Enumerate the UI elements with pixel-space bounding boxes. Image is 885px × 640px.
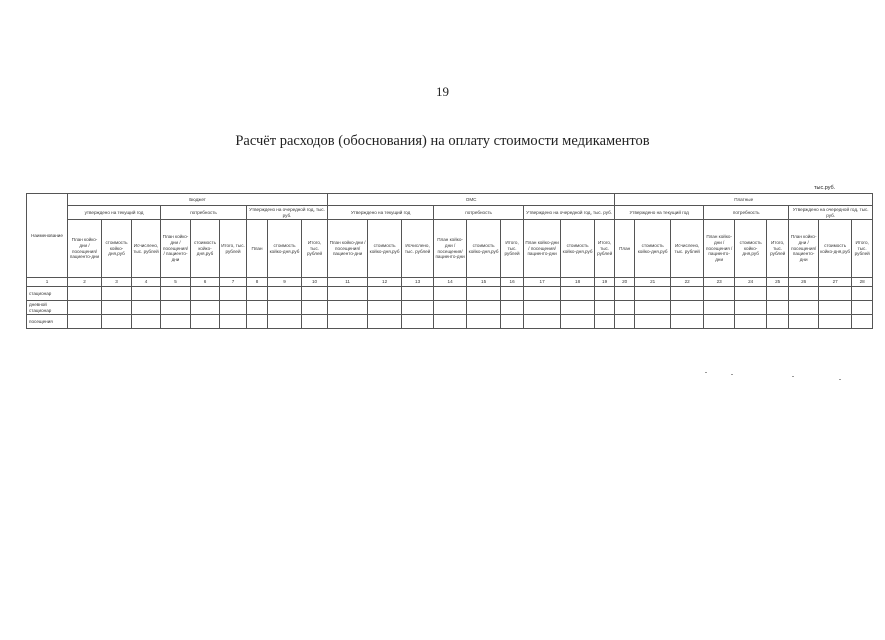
- col-number: 2: [68, 278, 102, 287]
- col-number: 7: [220, 278, 247, 287]
- scan-speck: [839, 379, 841, 380]
- col-number: 28: [852, 278, 873, 287]
- col-number: 10: [302, 278, 328, 287]
- col-header-10: Итого, тыс. рублей: [302, 220, 328, 278]
- col-number: 9: [268, 278, 302, 287]
- col-number: 5: [161, 278, 191, 287]
- group-paid: Платные: [615, 194, 873, 206]
- col-header-5: План койко-дни / посещения/ / пациенто-дни: [161, 220, 191, 278]
- col-number: 16: [501, 278, 524, 287]
- row-label-visits: посещения: [27, 315, 68, 329]
- oms-approved-current: Утверждено на текущий год: [328, 206, 434, 220]
- col-header-23: План койко-дни / посещения / пациенто-дни: [704, 220, 735, 278]
- scan-speck: [705, 372, 707, 373]
- paid-approved-next: Утверждено на очередной год, тыс. руб.: [789, 206, 873, 220]
- row-label-day-hospital: дневной стационар: [27, 301, 68, 315]
- col-header-7: Итого, тыс. рублей: [220, 220, 247, 278]
- paid-need: потребность: [704, 206, 789, 220]
- col-number: 4: [132, 278, 161, 287]
- col-number: 19: [595, 278, 615, 287]
- col-number: 6: [191, 278, 220, 287]
- col-header-4: Исчислено, тыс. рублей: [132, 220, 161, 278]
- col-header-24: стоимость койко-дня,руб: [735, 220, 767, 278]
- col-number: 24: [735, 278, 767, 287]
- row-label-inpatient: стационар: [27, 287, 68, 301]
- table-row: [27, 301, 873, 315]
- paid-approved-current: Утверждено на текущий год: [615, 206, 704, 220]
- col-header-15: стоимость койко-дня,руб: [467, 220, 501, 278]
- medication-cost-table: [26, 193, 873, 329]
- col-number: 13: [402, 278, 434, 287]
- col-header-14: План койко-дни / посещения/ пациенто-дни: [434, 220, 467, 278]
- col-number: 27: [819, 278, 852, 287]
- col-header-27: стоимость койко-дня,руб: [819, 220, 852, 278]
- scan-speck: [731, 374, 733, 375]
- col-header-9: стоимость койко-дня,руб: [268, 220, 302, 278]
- page-number: 19: [436, 84, 449, 99]
- col-header-25: Итого, тыс. рублей: [767, 220, 789, 278]
- col-number: 12: [368, 278, 402, 287]
- col-number: 25: [767, 278, 789, 287]
- col-number: 23: [704, 278, 735, 287]
- col-header-11: План койко-дни / посещения/ пациенто-дни: [328, 220, 368, 278]
- col-header-16: Итого, тыс. рублей: [501, 220, 524, 278]
- col-number: 20: [615, 278, 635, 287]
- col-header-3: стоимость койко-дня,руб: [102, 220, 132, 278]
- budget-need: потребность: [161, 206, 247, 220]
- col-number: 11: [328, 278, 368, 287]
- budget-approved-next: Утверждено на очередной год, тыс. руб.: [247, 206, 328, 220]
- oms-approved-next: Утверждено на очередной год, тыс. руб.: [524, 206, 615, 220]
- col-header-19: Итого, тыс. рублей: [595, 220, 615, 278]
- col-number: 14: [434, 278, 467, 287]
- col-number: 8: [247, 278, 268, 287]
- oms-need: потребность: [434, 206, 524, 220]
- col-header-18: стоимость койко-дня,руб: [561, 220, 595, 278]
- col-number: 21: [635, 278, 671, 287]
- col-header-28: Итого, тыс. рублей: [852, 220, 873, 278]
- col-number: 18: [561, 278, 595, 287]
- col-header-21: стоимость койко-дня,руб: [635, 220, 671, 278]
- col-header-26: План койко-дни / посещения/ пациенто-дни: [789, 220, 819, 278]
- col-header-6: стоимость койко-дня,руб: [191, 220, 220, 278]
- units-label: тыс.руб.: [814, 185, 836, 191]
- group-budget: Бюджет: [68, 194, 328, 206]
- col-number: 22: [671, 278, 704, 287]
- col-number: 17: [524, 278, 561, 287]
- col-header-2: План койко-дни / посещения/ пациенто-дни: [68, 220, 102, 278]
- budget-approved-current: утверждено на текущий год: [68, 206, 161, 220]
- col-header-22: Исчислено, тыс. рублей: [671, 220, 704, 278]
- row-header-name: Наименование: [27, 194, 68, 278]
- col-number: 1: [27, 278, 68, 287]
- col-number: 3: [102, 278, 132, 287]
- table-row: [27, 287, 873, 301]
- table-row: [27, 315, 873, 329]
- group-oms: ОМС: [328, 194, 615, 206]
- document-title: Расчёт расходов (обоснования) на оплату стоимости медикаментов: [235, 133, 650, 149]
- col-header-12: стоимость койко-дня,руб: [368, 220, 402, 278]
- col-header-8: План: [247, 220, 268, 278]
- col-header-13: Исчислено, тыс. рублей: [402, 220, 434, 278]
- col-number: 15: [467, 278, 501, 287]
- column-number-row: [27, 278, 873, 287]
- col-number: 26: [789, 278, 819, 287]
- col-header-20: План: [615, 220, 635, 278]
- col-header-17: План койко-дни / посещения/ пациенто-дни: [524, 220, 561, 278]
- scan-speck: [792, 376, 794, 377]
